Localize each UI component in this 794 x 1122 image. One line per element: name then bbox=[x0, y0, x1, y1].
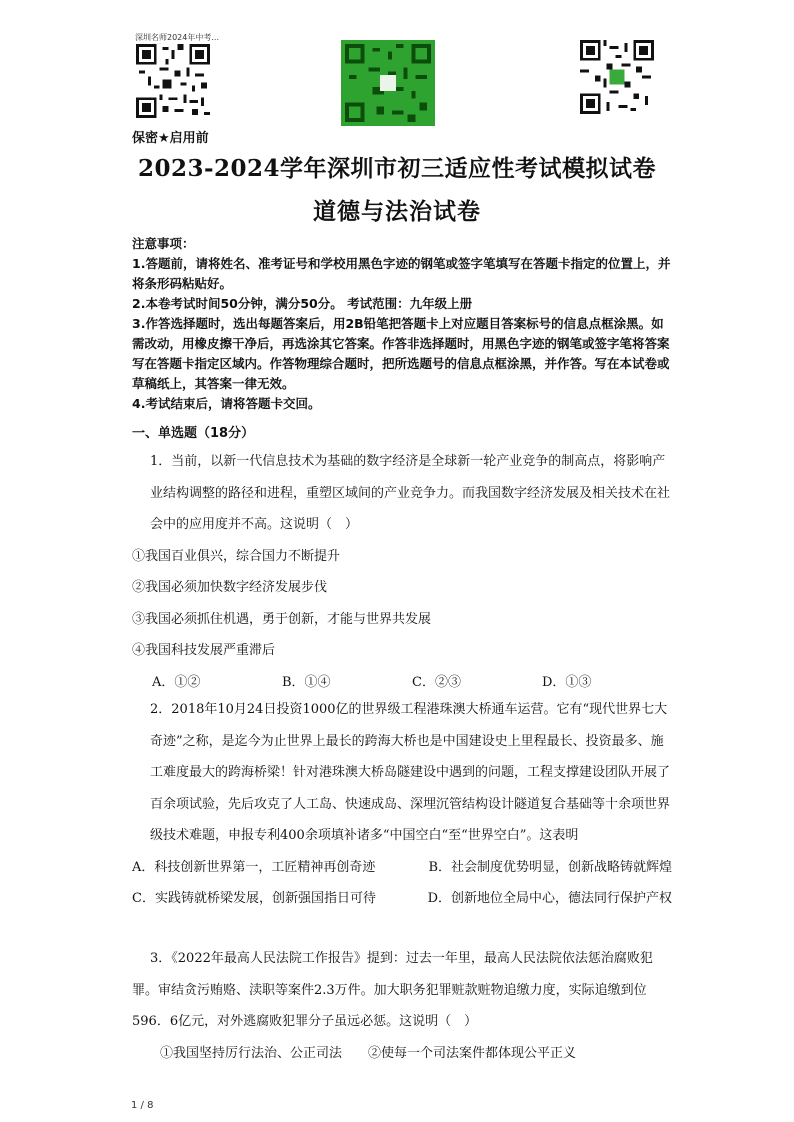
question-1 bbox=[132, 446, 672, 698]
answer-choices-row-2 bbox=[132, 883, 672, 915]
question-option: ①我国百业俱兴，综合国力不断提升 bbox=[132, 548, 341, 564]
section-heading: 一、单选题（18分） bbox=[132, 426, 255, 441]
confidential-label: 保密★启用前 bbox=[132, 131, 209, 146]
notes-item: 3.作答选择题时，选出每题答案后，用2B铅笔把答题卡上对应题目答案标号的信息点框涂黑。如需改动，用橡皮擦干净后，再选涂其它答案。作答非选择题时，用黑色字迹的钢笔或签字笔将答案写在答题卡指定区域内。作答物理综合题时，把所选题号的信息点框涂黑，并作答。写在本试卷或草稿纸上，其答案一律无效。 bbox=[132, 316, 670, 391]
qr-caption: 深圳名师2024年中考... bbox=[135, 33, 219, 42]
choice-c: C．实践铸就桥梁发展，创新强国指日可待 bbox=[132, 891, 376, 906]
question-3 bbox=[132, 943, 672, 1069]
qr-code-image-left bbox=[136, 44, 210, 118]
question-stem: 1．当前，以新一代信息技术为基础的数字经济是全球新一轮产业竞争的制高点，将影响产业结构调整的路径和进程，重塑区域间的产业竞争力。而我国数字经济发展及相关技术在社会中的应用度并不高。这说明（ ） bbox=[150, 454, 671, 532]
answer-choices-row-1 bbox=[132, 852, 672, 884]
exam-title: 2023-2024学年深圳市初三适应性考试模拟试卷 bbox=[137, 155, 657, 182]
choice-a: A．①② bbox=[152, 674, 201, 690]
question-option: ④我国科技发展严重滞后 bbox=[132, 643, 276, 658]
exam-subject-title: 道德与法治试卷 bbox=[313, 198, 481, 225]
question-option: ②我国必须加快数字经济发展步伐 bbox=[132, 580, 328, 595]
question-stem: 3．《2022年最高人民法院工作报告》提到：过去一年里，最高人民法院依法惩治腐败犯罪。审结贪污贿赂、渎职等案件2.3万件。加大职务犯罪赃款赃物追缴力度，实际追缴到位596．6亿元，对外逃腐败犯罪分子虽远必惩。这说明（ ） bbox=[132, 951, 653, 1029]
qr-code-image-right bbox=[580, 40, 654, 114]
choice-b: B．①④ bbox=[282, 674, 331, 690]
question-options-line: ①我国坚持厉行法治、公正司法 ②使每一个司法案件都体现公平正义 bbox=[160, 1045, 577, 1061]
notes-item: 1.答题前，请将姓名、准考证号和学校用黑色字迹的钢笔或签字笔填写在答题卡指定的位置上，并将条形码粘贴好。 bbox=[132, 256, 671, 291]
choice-d: D．①③ bbox=[542, 674, 592, 690]
notes-item: 4.考试结束后，请将答题卡交回。 bbox=[132, 396, 321, 411]
choice-b: B．社会制度优势明显，创新战略铸就辉煌 bbox=[428, 859, 672, 875]
exam-notes bbox=[132, 234, 672, 414]
choice-c: C．②③ bbox=[412, 674, 461, 690]
notes-item: 2.本卷考试时间50分钟，满分50分。 考试范围：九年级上册 bbox=[132, 296, 473, 311]
choice-d: D．创新地位全局中心，德法同行保护产权 bbox=[427, 891, 672, 906]
page-number: 1 / 8 bbox=[131, 1100, 154, 1111]
question-option: ③我国必须抓住机遇，勇于创新，才能与世界共发展 bbox=[132, 611, 432, 627]
question-2 bbox=[132, 694, 672, 915]
choice-a: A．科技创新世界第一，工匠精神再创奇迹 bbox=[132, 859, 376, 875]
notes-heading: 注意事项： bbox=[132, 236, 195, 251]
qr-code-image-center bbox=[340, 40, 436, 126]
question-stem: 2．2018年10月24日投资1000亿的世界级工程港珠澳大桥通车运营。它有“现代世界七大奇迹”之称，是迄今为止世界上最长的跨海大桥也是中国建设史上里程最长、投资最多、施工难度最大的跨海桥梁！针对港珠澳大桥岛隧建设中遇到的问题，工程支撑建设团队开展了百余项试验，先后攻克了人工岛、快速成岛、深埋沉管结构设计隧道复合基础等十余项世界级技术难题，申报专利400余项填补诸多“中国空白“至“世界空白”。这表明 bbox=[150, 702, 671, 843]
